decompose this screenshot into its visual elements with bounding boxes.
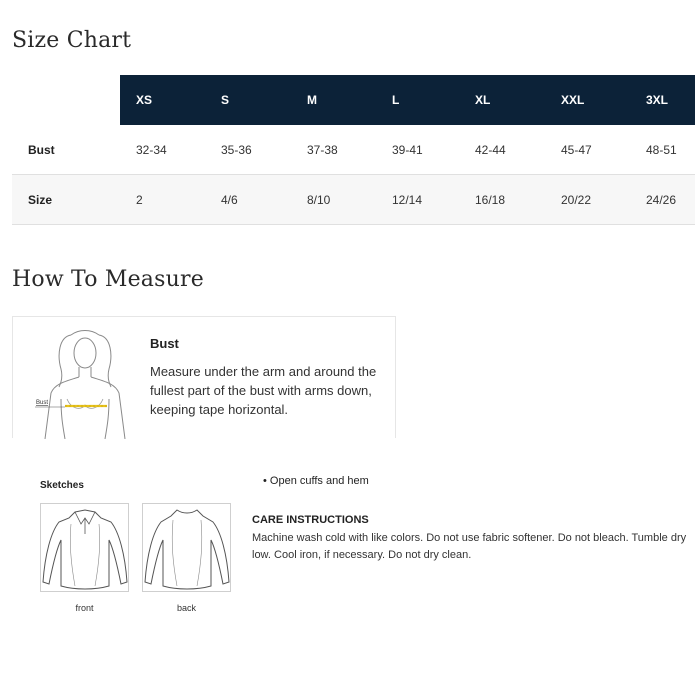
care-instructions-text: Machine wash cold with like colors. Do not use fabric softener. Do not bleach. Tumble dry low. Cool iron, if necessary. Do not dry clean. [252, 532, 687, 561]
bullet-icon: • [263, 475, 267, 487]
table-cell: 20/22 [561, 192, 592, 207]
table-cell: 48-51 [646, 142, 677, 157]
size-header-3xl: 3XL [646, 93, 669, 107]
table-cell: 32-34 [136, 142, 167, 157]
table-cell: 37-38 [307, 142, 338, 157]
table-cell: 4/6 [221, 192, 238, 207]
bust-row [12, 125, 695, 175]
table-cell: 45-47 [561, 142, 592, 157]
table-cell: 42-44 [475, 142, 506, 157]
size-header-xxl: XXL [561, 93, 585, 107]
front-shirt-icon [41, 504, 130, 593]
measure-card [12, 316, 396, 438]
sketches-label: Sketches [40, 480, 84, 491]
size-header-xl: XL [475, 93, 491, 107]
figure-bust-label: Bust [36, 400, 49, 406]
table-cell: 16/18 [475, 192, 506, 207]
size-chart-title: Size Chart [12, 28, 132, 53]
size-header-l: L [392, 93, 400, 107]
row-label-bust: Bust [28, 142, 55, 157]
care-instructions-title: CARE INSTRUCTIONS [252, 514, 369, 526]
table-cell: 24/26 [646, 192, 677, 207]
header-blank-cell [12, 75, 120, 125]
how-to-measure-title: How To Measure [12, 267, 204, 292]
back-caption: back [176, 603, 196, 613]
row-label-size: Size [28, 192, 53, 207]
measure-instructions: Measure under the arm and around the fullest part of the bust with arms down, keeping tape horizontal. [150, 364, 377, 417]
front-sketch [40, 503, 129, 592]
feature-text: Open cuffs and hem [269, 475, 369, 487]
bust-measure-illustration [31, 327, 139, 439]
back-shirt-icon [143, 504, 232, 593]
size-row [12, 175, 695, 225]
table-cell: 35-36 [221, 142, 252, 157]
size-chart-table [12, 75, 695, 225]
size-header-xs: XS [136, 93, 153, 107]
table-cell: 8/10 [307, 192, 331, 207]
size-header-s: S [221, 93, 230, 107]
back-sketch [142, 503, 231, 592]
measure-heading: Bust [150, 336, 179, 351]
size-header-m: M [307, 93, 317, 107]
front-caption: front [75, 603, 94, 613]
feature-bullet [263, 475, 369, 487]
size-header-row [12, 75, 695, 125]
size-header-bar [120, 75, 695, 125]
table-cell: 2 [136, 192, 143, 207]
table-cell: 12/14 [392, 192, 423, 207]
table-cell: 39-41 [392, 142, 423, 157]
